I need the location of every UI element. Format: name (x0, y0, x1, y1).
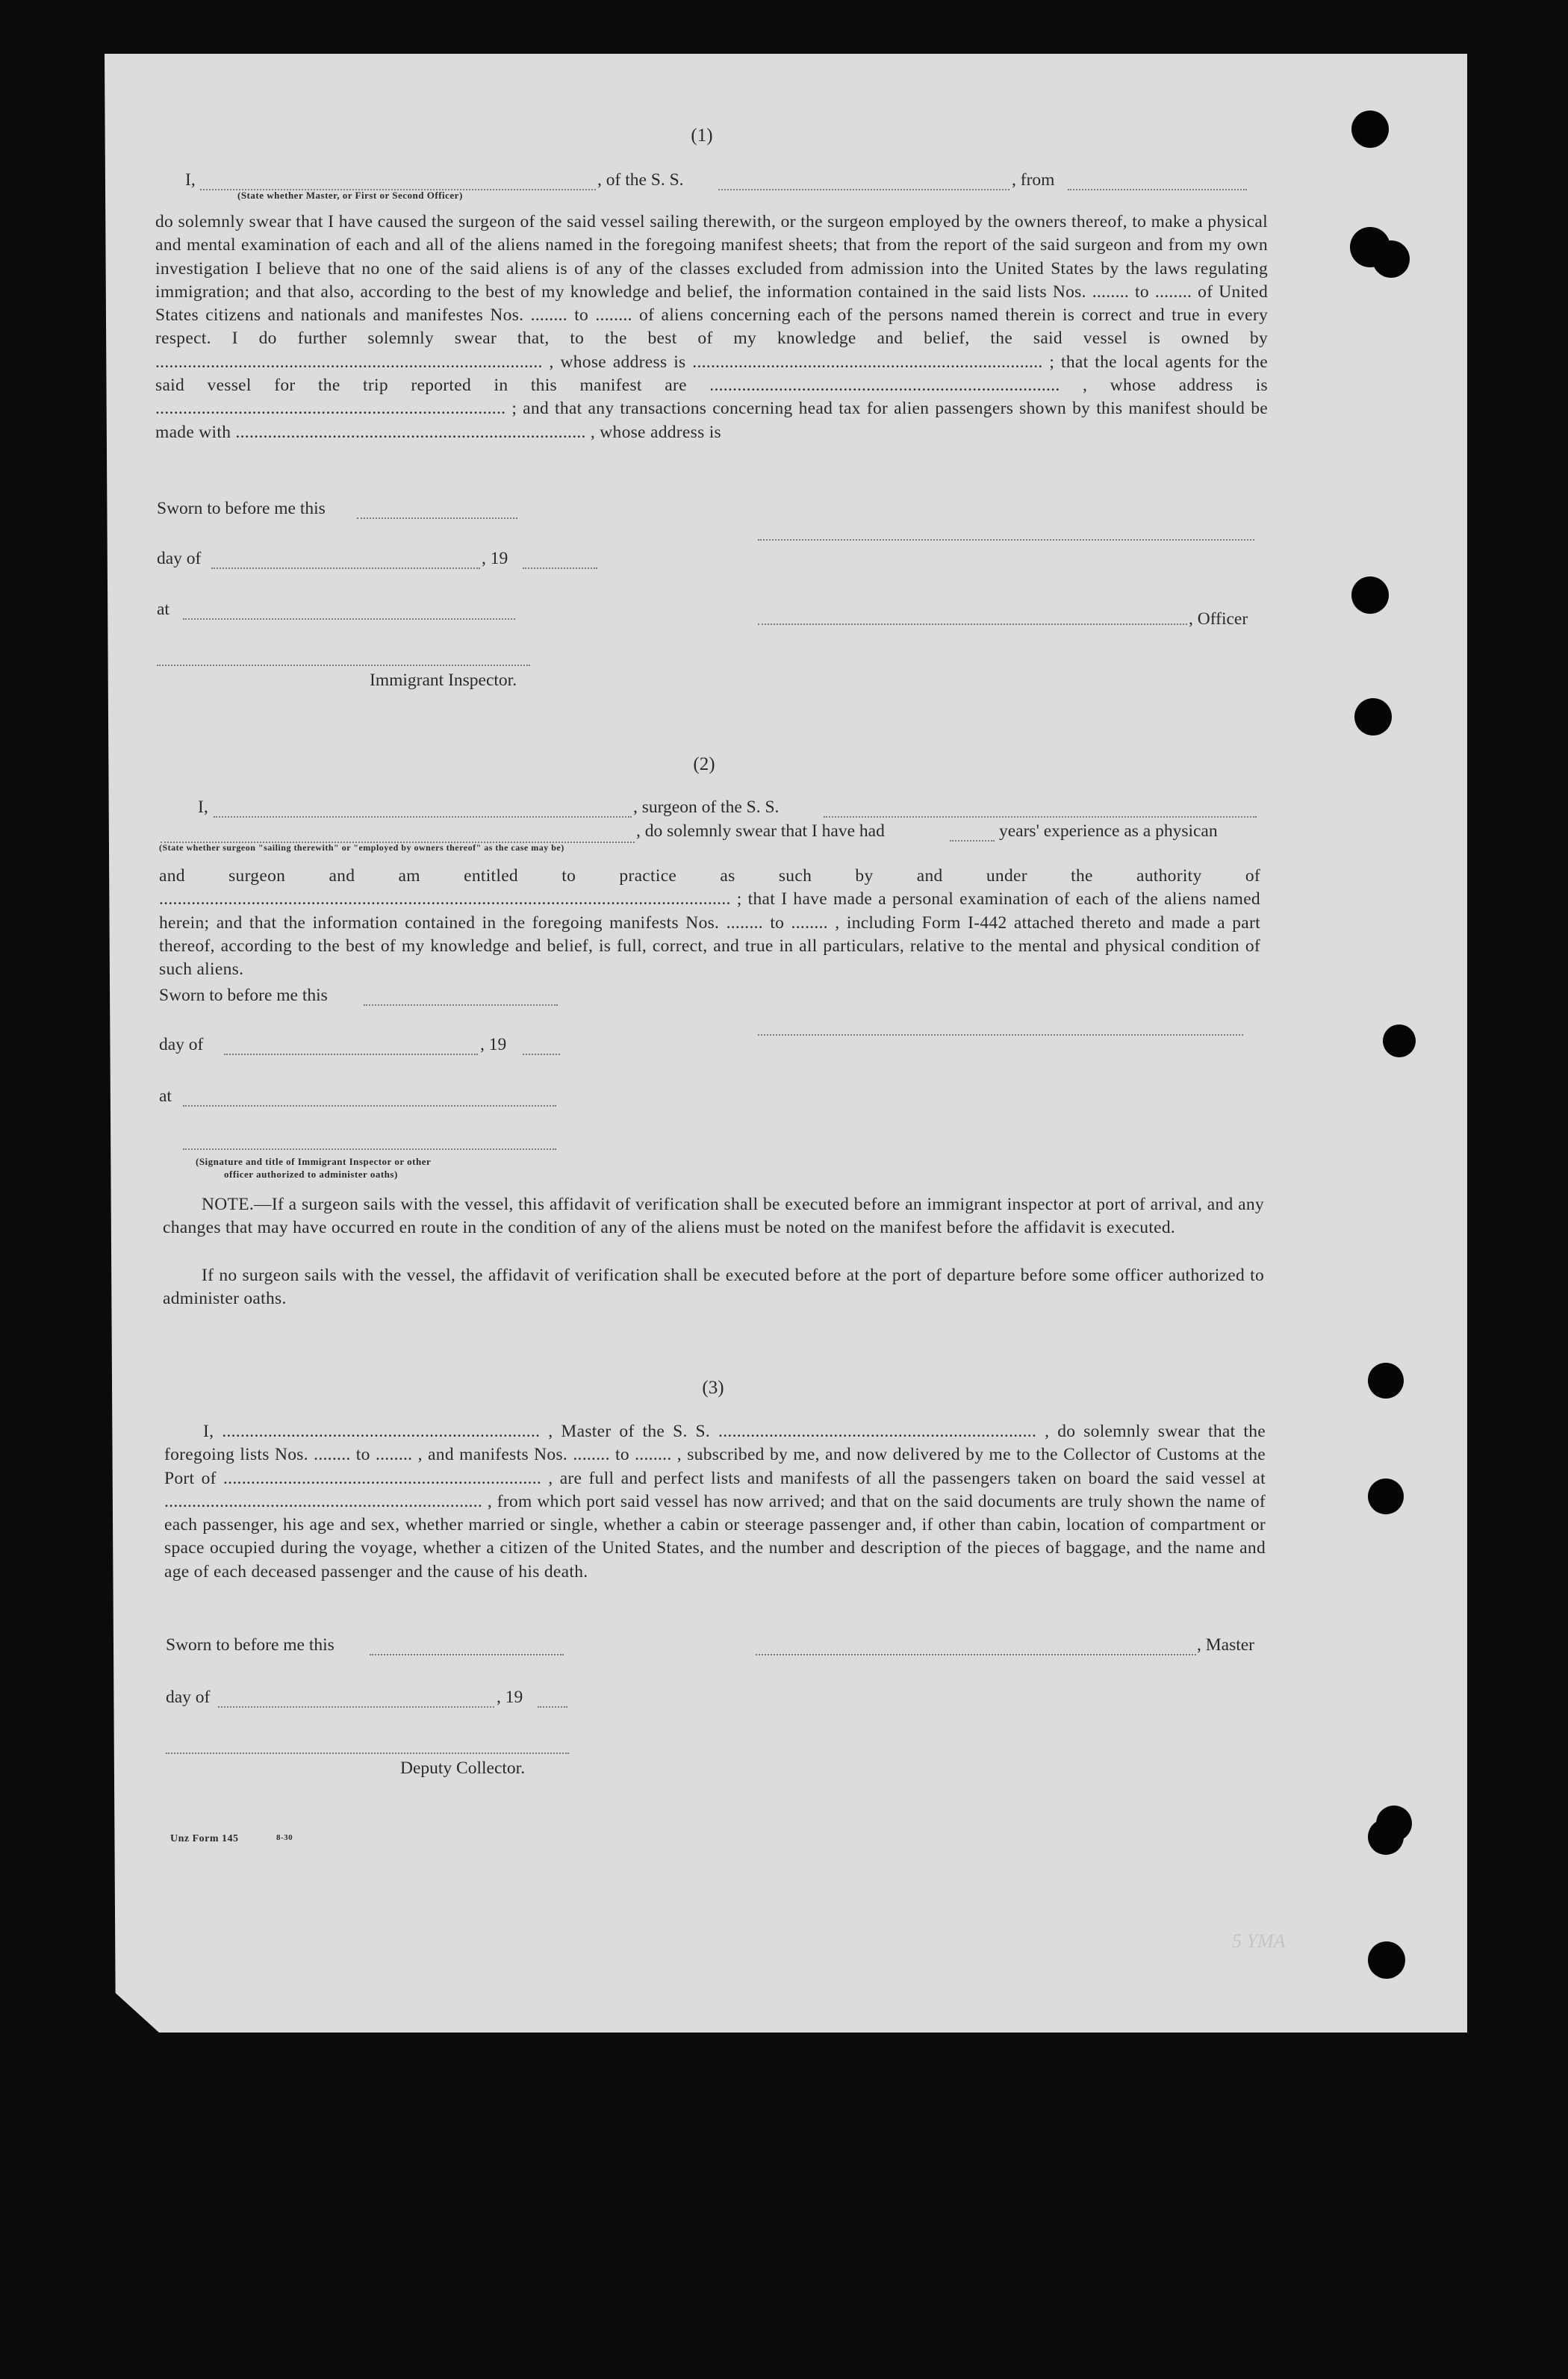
signature-note-1: (Signature and title of Immigrant Inspector or other (196, 1156, 432, 1167)
section-2-surgeon-of: , surgeon of the S. S. (633, 797, 780, 817)
section-1-year-field[interactable] (523, 567, 597, 569)
years-field[interactable] (950, 840, 995, 842)
section-1-officer: , Officer (1189, 609, 1248, 629)
section-1-year: , 19 (482, 549, 508, 568)
note-paragraph-2: If no surgeon sails with the vessel, the affidavit of verification shall be executed before at the port of departure before some officer authorized to administer oaths. (163, 1266, 1264, 1309)
section-2-signature-line[interactable] (758, 1034, 1243, 1036)
punch-hole (1368, 1819, 1404, 1855)
section-3-deputy-line[interactable] (166, 1753, 569, 1754)
section-2-years: years' experience as a physican (999, 821, 1218, 841)
section-3-number: (3) (702, 1378, 724, 1398)
surgeon-type-note: (State whether surgeon "sailing therewith" or "employed by owners thereof" as the case may be) (159, 842, 564, 853)
punch-hole (1351, 576, 1389, 614)
section-1-at-field[interactable] (183, 618, 515, 620)
section-1-i: I, (185, 170, 196, 190)
punch-hole (1383, 1024, 1416, 1057)
surgeon-name-field[interactable] (214, 816, 632, 818)
section-3-day-field[interactable] (218, 1706, 494, 1708)
section-2-day-of: day of (159, 1035, 204, 1054)
section-3-sworn: Sworn to before me this (166, 1635, 335, 1655)
section-2-sworn-field[interactable] (364, 1004, 558, 1006)
section-1-day-of: day of (157, 549, 202, 568)
section-2-number: (2) (693, 754, 715, 774)
faint-stamp: 5 YMA (1232, 1930, 1286, 1952)
punch-hole (1368, 1363, 1404, 1399)
section-1-of-ss: , of the S. S. (597, 170, 684, 190)
section-3-body: I, ..................................................................... , Master of the S. S. ..................................................................... , do solemnly swear that the foregoing lists Nos. ........ to ........ , and manifests Nos. ........ to ........ , subscribed by me, and now delivered by me to the Collector of Customs at the Port of ..................................................................... , are full and perfect lists and manifests of all the passengers taken on board the said vessel at ..................................................................... , from which port said vessel has now arrived; and that on the said documents are truly shown the name of each passenger, his age and sex, whether married or single, whether a cabin or steerage passenger and, if other than cabin, location of compartment or space occupied during the voyage, whether a citizen of the United States, and the number and description of the pieces of baggage, and the name and age of each deceased passenger and the cause of his death. (164, 1422, 1266, 1582)
signature-note-2: officer authorized to administer oaths) (224, 1169, 398, 1180)
punch-hole (1351, 111, 1389, 148)
section-1-sworn: Sworn to before me this (157, 499, 326, 518)
section-2-day-field[interactable] (224, 1054, 478, 1055)
section-2-at: at (159, 1086, 172, 1106)
section-1-at: at (157, 600, 169, 619)
section-2-body: and surgeon and am entitled to practice as such by and under the authority of ............................................................................................................................ ; that I have made a personal examination of each of the aliens named herein; and that the information contained in the foregoing manifests Nos. ........ to ........ , including Form I-442 attached thereto and made a part thereof, according to the best of my knowledge and belief, is full, correct, and true in all particulars, relative to the mental and physical condition of such aliens. (159, 866, 1260, 980)
form-code: 8-30 (276, 1833, 293, 1842)
section-2-year: , 19 (480, 1035, 507, 1054)
section-3-day-of: day of (166, 1688, 211, 1707)
section-3-master: , Master (1197, 1635, 1255, 1655)
section-2-at-field[interactable] (183, 1105, 556, 1107)
section-3-sworn-field[interactable] (370, 1654, 564, 1655)
section-2-ship-field[interactable] (824, 816, 1257, 818)
note-paragraph-1: NOTE.—If a surgeon sails with the vessel, this affidavit of verification shall be executed before an immigrant inspector at port of arrival, and any changes that may have occurred en route in the condition of any of the aliens must be noted on the manifest before the affidavit is executed. (163, 1195, 1264, 1238)
section-2-inspector-line[interactable] (183, 1148, 556, 1150)
punch-hole (1368, 1478, 1404, 1514)
section-2-sworn: Sworn to before me this (159, 986, 328, 1005)
section-1-number: (1) (691, 125, 713, 146)
section-3-master-line[interactable] (756, 1654, 1196, 1655)
punch-hole (1354, 698, 1392, 736)
section-1-inspector-line[interactable] (157, 665, 530, 666)
rank-note: (State whether Master, or First or Second Officer) (237, 190, 463, 201)
form-number: Unz Form 145 (170, 1833, 239, 1844)
section-2-i: I, (198, 797, 208, 817)
punch-hole (1372, 240, 1410, 278)
section-3-deputy: Deputy Collector. (400, 1758, 526, 1778)
punch-hole (1368, 1941, 1405, 1979)
section-1-from: , from (1012, 170, 1055, 190)
from-port-field[interactable] (1068, 189, 1247, 190)
section-2-solemnly: , do solemnly swear that I have had (636, 821, 885, 841)
section-3-year-field[interactable] (538, 1706, 567, 1708)
section-1-body: do solemnly swear that I have caused the surgeon of the said vessel sailing therewith, or the surgeon employed by the owners thereof, to make a physical and mental examination of each and all of the aliens named in the foregoing manifest sheets; that from the report of the said surgeon and from my own investigation I believe that no one of the said aliens is of any of the classes excluded from admission into the United States by the laws regulating immigration; and that also, according to the best of my knowledge and belief, the information contained in the said lists Nos. ........ to ........ of United States citizens and nationals and manifestes Nos. ........ to ........ of aliens concerning each of the persons named therein is correct and true in every respect. I do further solemnly swear that, to the best of my knowledge and belief, the said vessel is owned by .................................................................................... , whose address is ............................................................................ ; that the local agents for the said vessel for the trip reported in this manifest are ............................................................................ , whose address is ............................................................................ ; and that any transactions concerning head tax for alien passengers shown by this manifest should be made with ............................................................................ , whose address is (155, 212, 1268, 442)
ship-name-field[interactable] (718, 189, 1009, 190)
section-1-day-field[interactable] (211, 567, 480, 569)
section-1-inspector: Immigrant Inspector. (370, 671, 517, 690)
section-1-signature-line[interactable] (758, 539, 1254, 541)
section-1-officer-line[interactable] (758, 623, 1187, 625)
section-1-sworn-field[interactable] (357, 517, 517, 519)
section-2-year-field[interactable] (523, 1054, 560, 1055)
section-3-year: , 19 (497, 1688, 523, 1707)
